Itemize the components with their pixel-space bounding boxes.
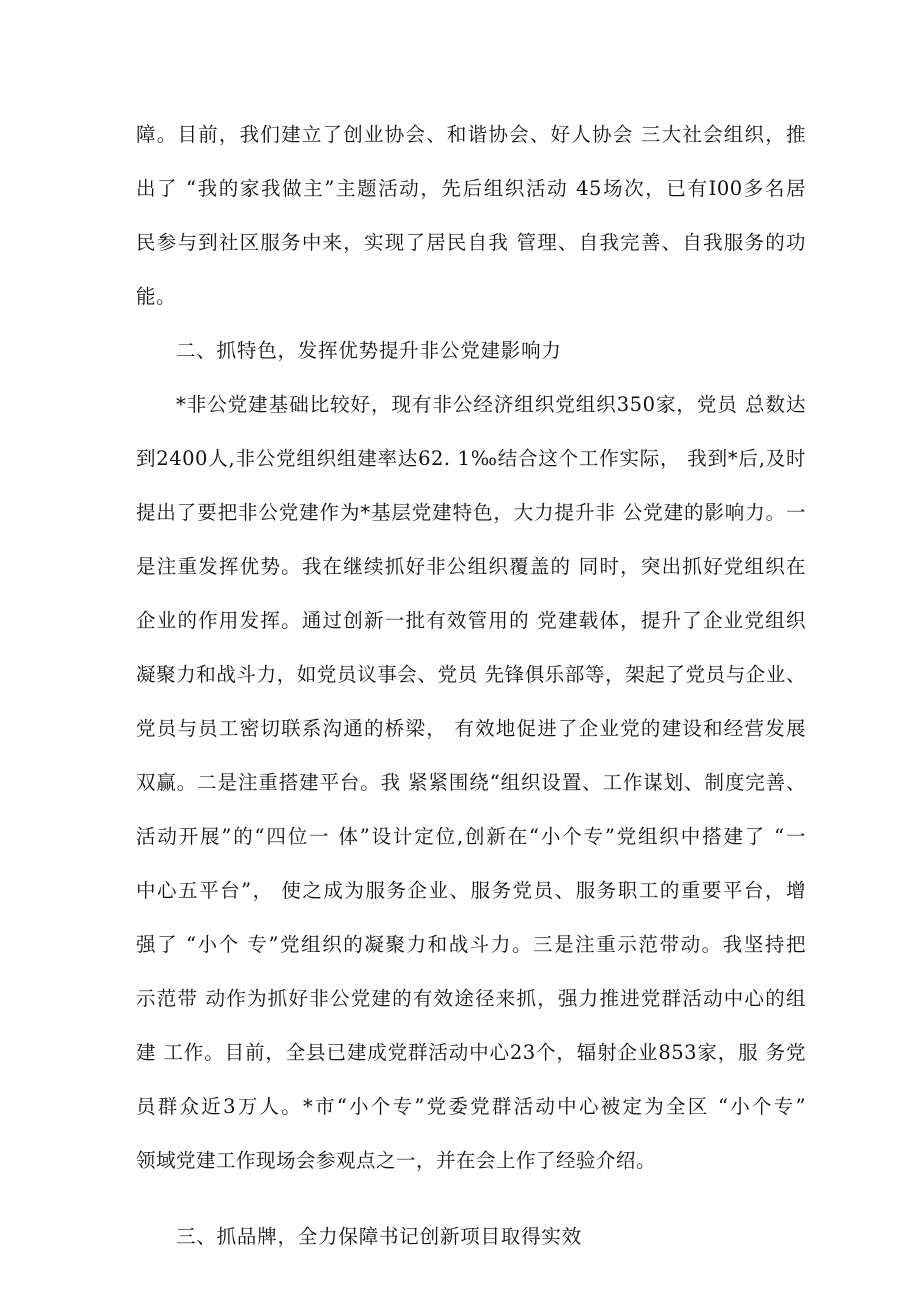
paragraph-2-line-9: 活动开展”的“四位一 体”设计定位,创新在“小个专”党组织中搭建了 “一 bbox=[136, 825, 806, 848]
paragraph-2-line-8: 双赢。二是注重搭建平台。我 紧紧围绕“组织设置、工作谋划、制度完善、 bbox=[136, 771, 806, 794]
paragraph-2-line-5: 企业的作用发挥。通过创新一批有效管用的 党建载体，提升了企业党组织 bbox=[136, 609, 806, 632]
section-heading-2: 二、抓特色，发挥优势提升非公党建影响力 bbox=[176, 339, 562, 362]
paragraph-2-line-6: 凝聚力和战斗力，如党员议事会、党员 先锋俱乐部等，架起了党员与企业、 bbox=[136, 663, 806, 686]
paragraph-1-line-3: 民参与到社区服务中来，实现了居民自我 管理、自我完善、自我服务的功 bbox=[136, 231, 806, 254]
paragraph-2-line-4: 是注重发挥优势。我在继续抓好非公组织覆盖的 同时，突出抓好党组织在 bbox=[136, 555, 806, 578]
paragraph-1-line-4: 能。 bbox=[136, 285, 177, 308]
paragraph-1-line-1: 障。目前，我们建立了创业协会、和谐协会、好人协会 三大社会组织，推 bbox=[136, 123, 806, 146]
paragraph-2-line-15: 领域党建工作现场会参观点之一，并在会上作了经验介绍。 bbox=[136, 1149, 657, 1172]
paragraph-2-line-10: 中心五平台”， 使之成为服务企业、服务党员、服务职工的重要平台，增 bbox=[136, 879, 806, 902]
section-heading-3: 三、抓品牌，全力保障书记创新项目取得实效 bbox=[176, 1225, 583, 1248]
paragraph-2-line-7: 党员与员工密切联系沟通的桥梁， 有效地促进了企业党的建设和经营发展 bbox=[136, 717, 806, 740]
paragraph-2-line-11: 强了 “小个 专”党组织的凝聚力和战斗力。三是注重示范带动。我坚持把 bbox=[136, 933, 806, 956]
paragraph-2-line-13: 建 工作。目前，全县已建成党群活动中心23个，辐射企业853家，服 务党 bbox=[136, 1041, 806, 1064]
paragraph-2-line-14: 员群众近3万人。*市“小个专”党委党群活动中心被定为全区 “小个专” bbox=[136, 1095, 806, 1118]
paragraph-1-line-2: 出了 “我的家我做主”主题活动，先后组织活动 45场次，已有I00多名居 bbox=[136, 177, 806, 200]
paragraph-2-line-1: *非公党建基础比较好，现有非公经济组织党组织350家，党员 总数达 bbox=[176, 393, 806, 416]
paragraph-2-line-12: 示范带 动作为抓好非公党建的有效途径来抓，强力推进党群活动中心的组 bbox=[136, 987, 806, 1010]
paragraph-2-line-2: 到2400人,非公党组织组建率达62. 1‰结合这个工作实际， 我到*后,及时 bbox=[136, 447, 806, 470]
paragraph-2-line-3: 提出了要把非公党建作为*基层党建特色，大力提升非 公党建的影响力。一 bbox=[136, 501, 806, 524]
